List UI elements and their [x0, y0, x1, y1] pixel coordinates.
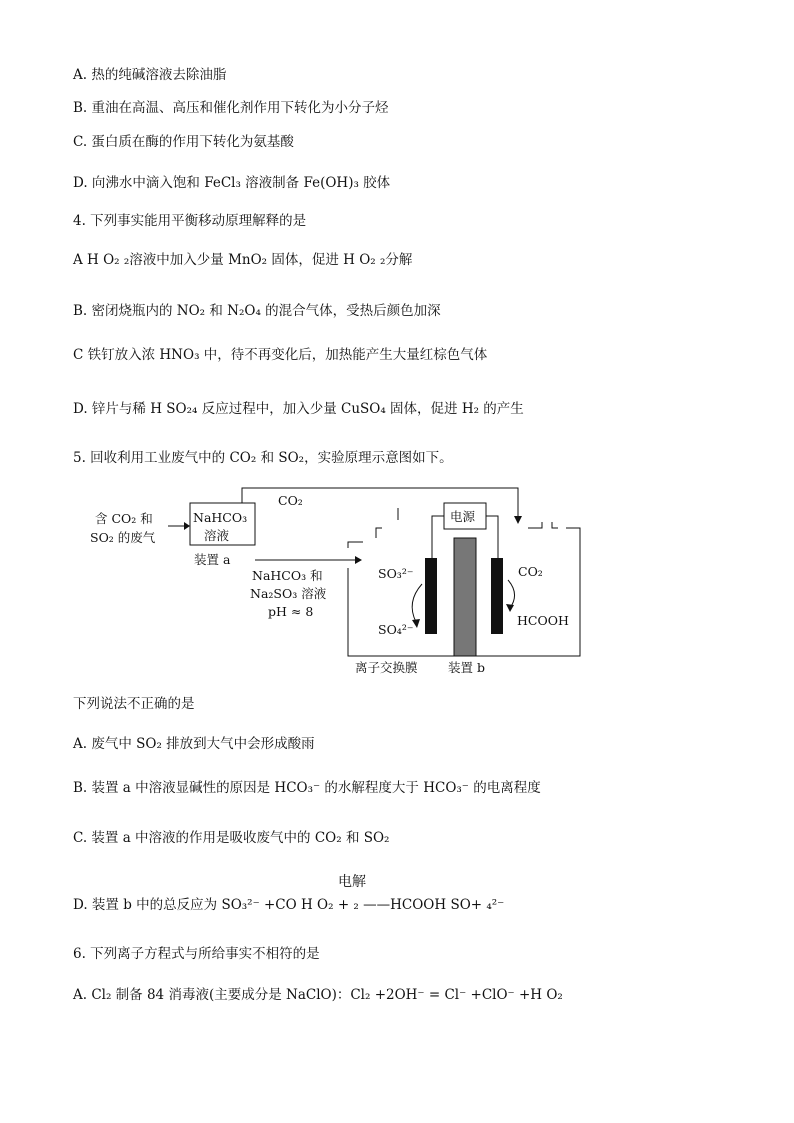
q5-option-b: B. 装置 a 中溶液显碱性的原因是 HCO₃⁻ 的水解程度大于 HCO₃⁻ 的电离程度 — [73, 780, 541, 796]
so4-label: SO₄²⁻ — [378, 622, 414, 637]
solution-label-3: pH ≈ 8 — [268, 604, 314, 619]
device-b-label: 装置 b — [448, 660, 485, 675]
q3-option-b: B. 重油在高温、高压和催化剂作用下转化为小分子烃 — [73, 100, 389, 116]
q6-stem: 6. 下列离子方程式与所给事实不相符的是 — [73, 946, 320, 962]
q3-option-d: D. 向沸水中滴入饱和 FeCl₃ 溶液制备 Fe(OH)₃ 胶体 — [73, 175, 391, 191]
q4-option-d: D. 锌片与稀 H SO₂₄ 反应过程中，加入少量 CuSO₄ 固体，促进 H₂ 的产生 — [73, 401, 524, 417]
feed-label-2: SO₂ 的废气 — [90, 530, 156, 545]
q4-option-a: A H O₂ ₂溶液中加入少量 MnO₂ 固体，促进 H O₂ ₂分解 — [73, 252, 413, 268]
so3-label: SO₃²⁻ — [378, 566, 414, 581]
solution-label-1: NaHCO₃ 和 — [252, 568, 323, 583]
device-a-label: 装置 a — [194, 552, 231, 567]
q6-option-a: A. Cl₂ 制备 84 消毒液(主要成分是 NaClO)：Cl₂ +2OH⁻ = Cl⁻ +ClO⁻ +H O₂ — [73, 987, 563, 1003]
q3-option-c: C. 蛋白质在酶的作用下转化为氨基酸 — [73, 134, 294, 150]
q5-option-c: C. 装置 a 中溶液的作用是吸收废气中的 CO₂ 和 SO₂ — [73, 830, 390, 846]
q5-option-d: D. 装置 b 中的总反应为 SO₃²⁻ +CO H O₂ + ₂ ——HCOOH SO+ ₄²⁻ — [73, 897, 505, 913]
anode-electrode — [425, 558, 437, 634]
q3-option-a: A. 热的纯碱溶液去除油脂 — [73, 67, 227, 83]
hcooh-label: HCOOH — [517, 613, 569, 628]
q4-option-c: C 铁钉放入浓 HNO₃ 中，待不再变化后，加热能产生大量红棕色气体 — [73, 347, 488, 363]
power-label: 电源 — [450, 509, 476, 524]
cathode-electrode — [491, 558, 503, 634]
q5-prompt: 下列说法不正确的是 — [73, 696, 195, 712]
co2-right-label: CO₂ — [518, 564, 543, 579]
ion-exchange-membrane — [454, 538, 476, 656]
feed-label-1: 含 CO₂ 和 — [95, 511, 153, 526]
co2-top-label: CO₂ — [278, 493, 303, 508]
q4-stem: 4. 下列事实能用平衡移动原理解释的是 — [73, 213, 307, 229]
apparatus-diagram — [80, 480, 590, 680]
q5-option-a: A. 废气中 SO₂ 排放到大气中会形成酸雨 — [73, 736, 315, 752]
q4-option-b: B. 密闭烧瓶内的 NO₂ 和 N₂O₄ 的混合气体，受热后颜色加深 — [73, 303, 441, 319]
electrolysis-condition: 电解 — [338, 874, 366, 890]
solution-label-2: Na₂SO₃ 溶液 — [250, 586, 327, 601]
box-a-label-2: 溶液 — [204, 528, 230, 543]
box-a-label-1: NaHCO₃ — [193, 510, 248, 525]
membrane-label: 离子交换膜 — [355, 660, 418, 675]
q5-stem: 5. 回收利用工业废气中的 CO₂ 和 SO₂，实验原理示意图如下。 — [73, 450, 453, 466]
